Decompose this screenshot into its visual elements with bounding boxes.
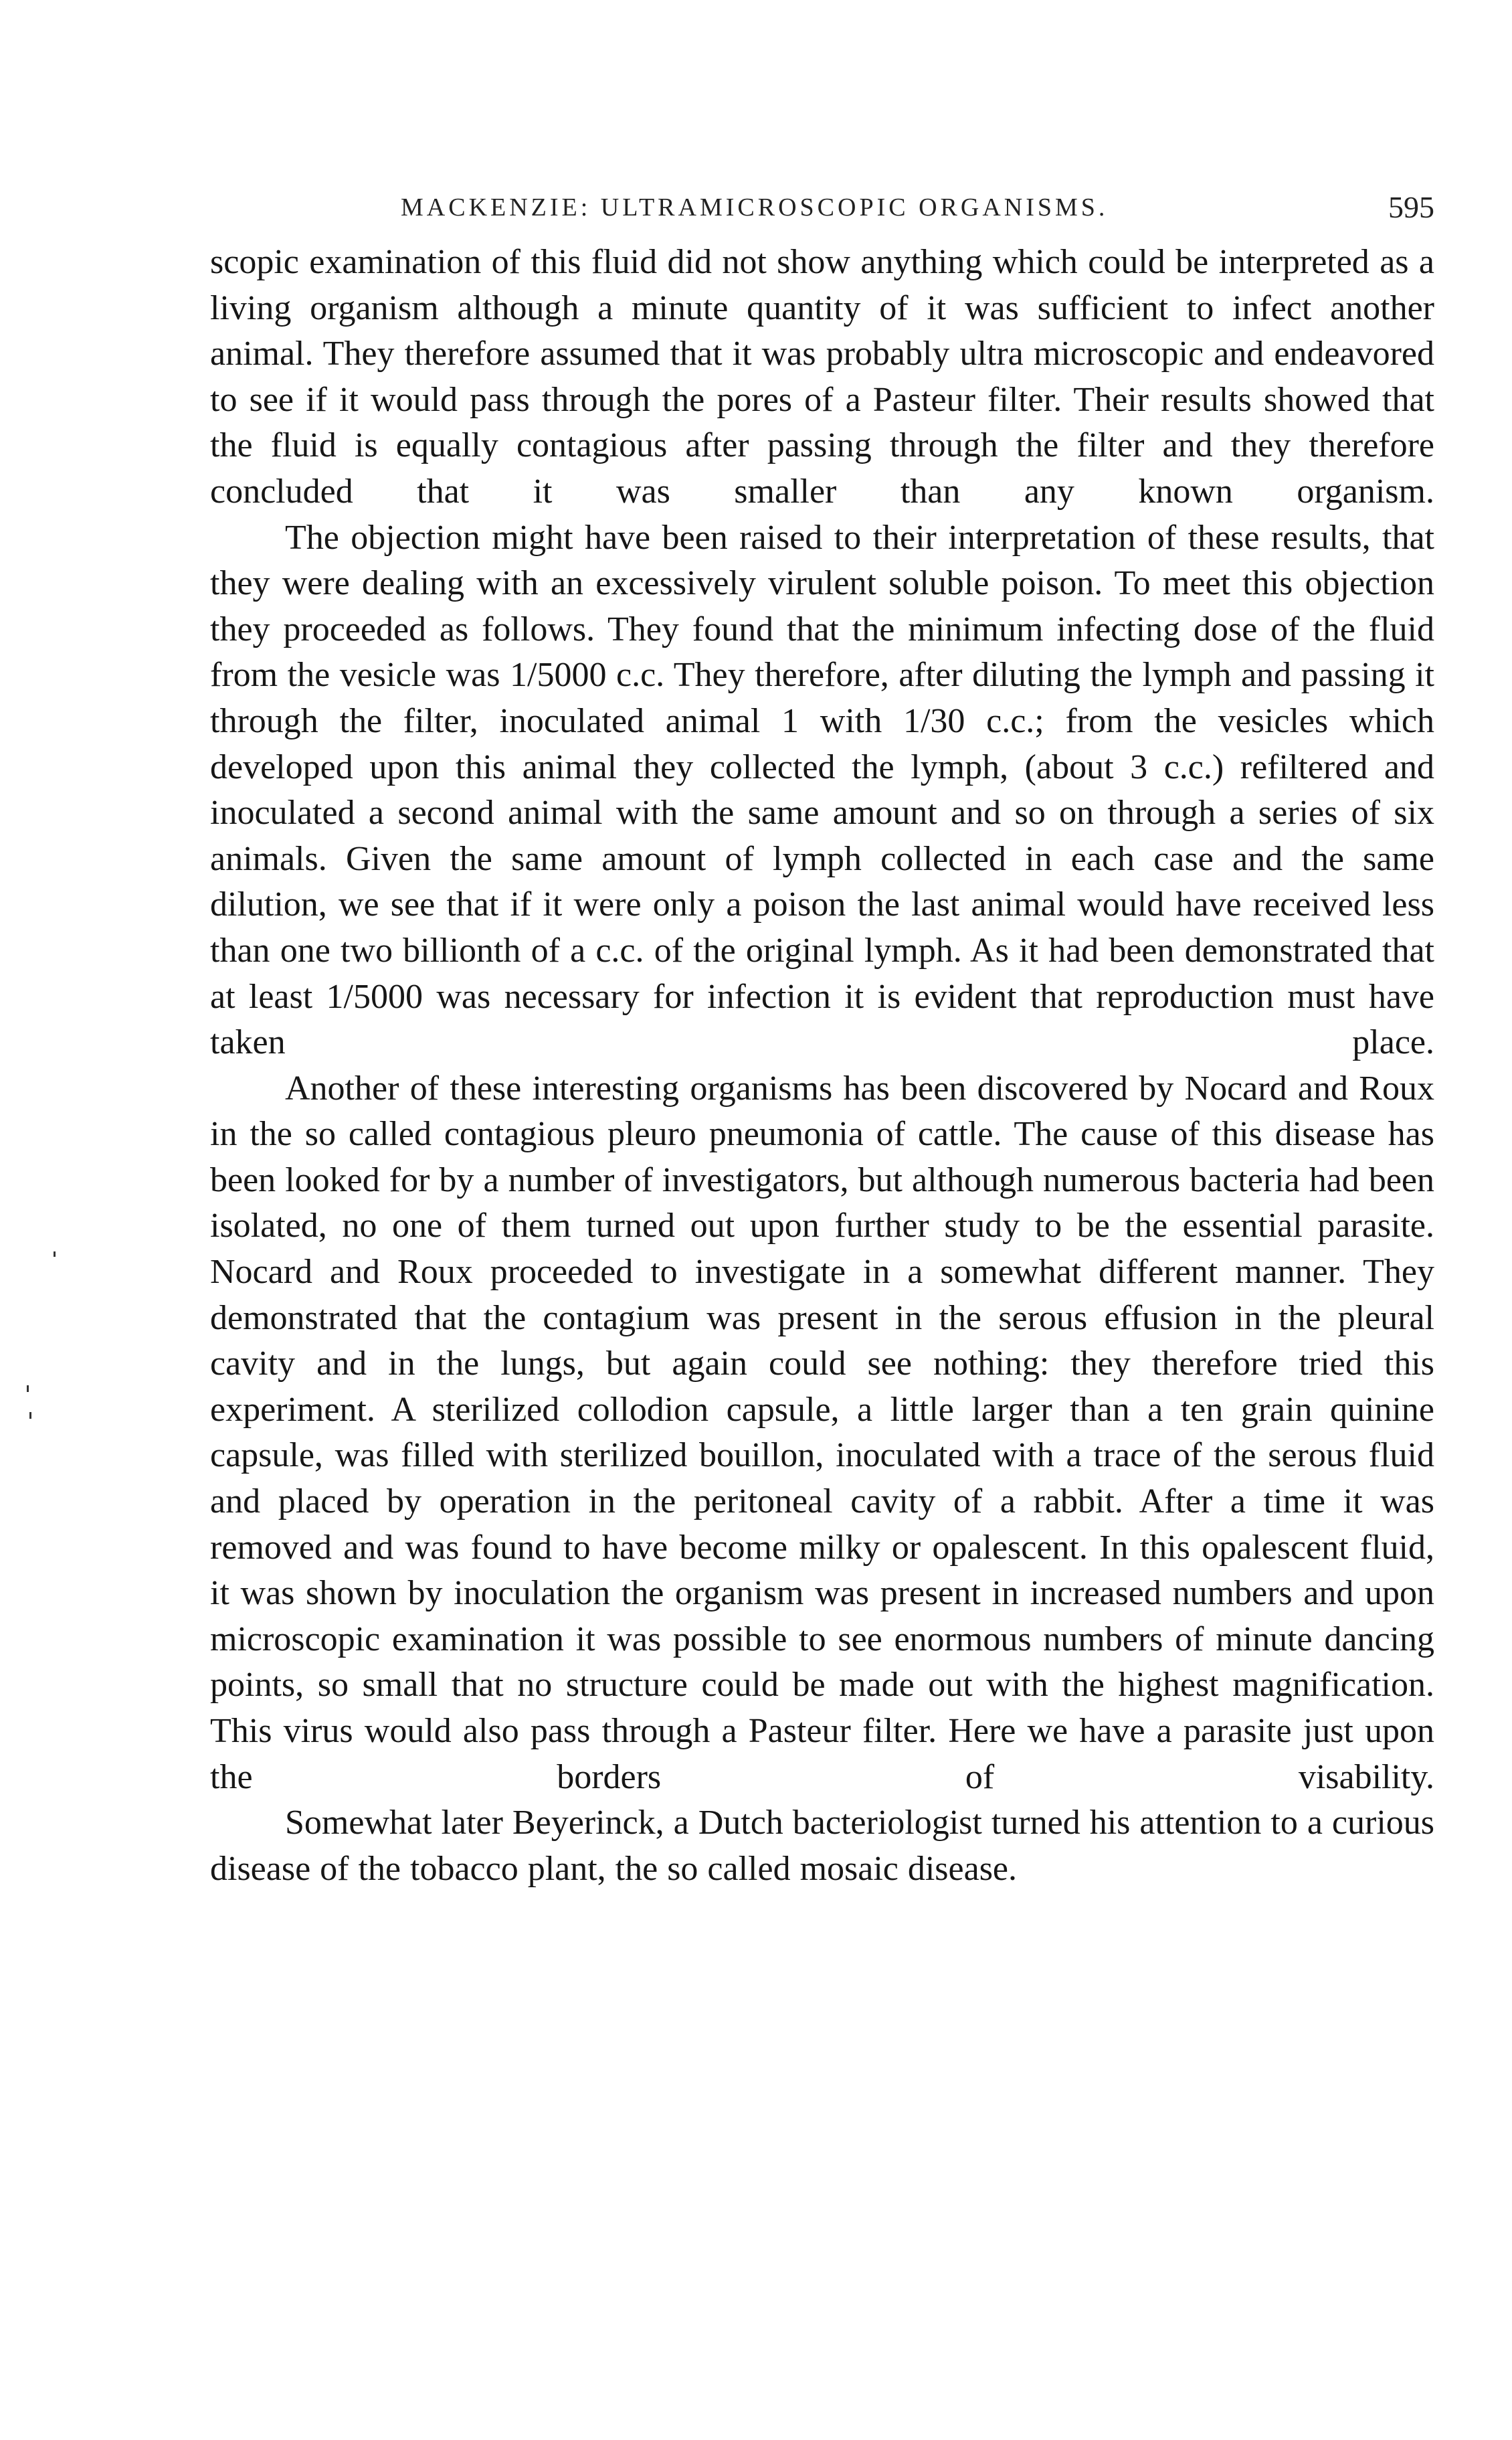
- page-number: 595: [1388, 190, 1434, 224]
- running-head: [210, 187, 1434, 228]
- paragraph: The objection might have been raised to their interpretation of these results, that they were dealing with an excessively virulent soluble poison. To meet this objection they proceeded as follows. They found that the minimum infecting dose of the fluid from the vesicle was 1/5000 c.c. They therefore, after diluting the lymph and passing it through the filter, inoculated animal 1 with 1/30 c.c.; from the vesicles which developed upon this animal they collected the lymph, (about 3 c.c.) refiltered and inoculated a second animal with the same amount and so on through a series of six animals. Given the same amount of lymph collected in each case and the same dilution, we see that if it were only a poison the last animal would have received less than one two billionth of a c.c. of the original lymph. As it had been demonstrated that at least 1/5000 was necessary for infection it is evident that reproduction must have taken place.: [210, 518, 1434, 1062]
- paragraph: Another of these interesting organisms has been discovered by Nocard and Roux in the so called contagious pleuro pneumonia of cattle. The cause of this disease has been looked for by a number of investigators, but although numerous bacteria had been isolated, no one of them turned out upon further study to be the essential parasite. Nocard and Roux proceeded to investigate in a somewhat different manner. They demonstrated that the contagium was present in the serous effusion in the pleural cavity and in the lungs, but again could see nothing: they therefore tried this experiment. A sterilized collodion capsule, a little larger than a ten grain quinine capsule, was filled with sterilized bouillon, inoculated with a trace of the serous fluid and placed by operation in the peritoneal cavity of a rabbit. After a time it was removed and was found to have become milky or opalescent. In this opalescent fluid, it was shown by inoculation the organism was present in increased numbers and upon microscopic examination it was possible to see enormous numbers of minute dancing points, so small that no structure could be made out with the highest magnification. This virus would also pass through a Pasteur filter. Here we have a parasite just upon the borders of visability.: [210, 1069, 1434, 1796]
- paragraph: scopic examination of this fluid did not show anything which could be interpreted as a living organism although a minute quantity of it was sufficient to infect another animal. They therefore assumed that it was probably ultra microscopic and endeavored to see if it would pass through the pores of a Pasteur filter. Their results showed that the fluid is equally contagious after passing through the filter and they therefore concluded that it was smaller than any known organism.: [210, 243, 1434, 511]
- paragraph: Somewhat later Beyerinck, a Dutch bacteriologist turned his attention to a curious disease of the tobacco plant, the so called mosaic disease.: [210, 1804, 1434, 1888]
- margin-mark: [29, 1412, 31, 1419]
- running-title: MACKENZIE: ULTRAMICROSCOPIC ORGANISMS.: [401, 193, 1109, 222]
- margin-mark: [54, 1251, 56, 1257]
- body-text: [210, 240, 1434, 1892]
- margin-mark: [27, 1385, 29, 1392]
